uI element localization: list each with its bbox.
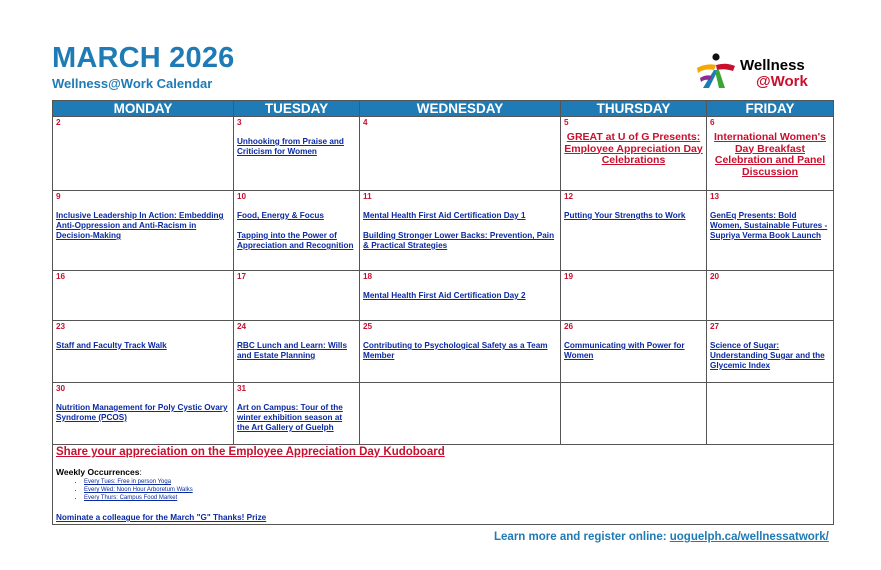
day-cell: [561, 117, 707, 191]
day-number: 6: [710, 118, 715, 127]
weekly-occurrences-colon: :: [139, 467, 142, 477]
day-cell: [234, 191, 360, 271]
day-number: 2: [56, 118, 61, 127]
day-cell: [561, 383, 707, 445]
day-cell: [234, 117, 360, 191]
day-cell: [53, 321, 234, 383]
day-cell: [360, 321, 561, 383]
day-number: 26: [564, 322, 574, 331]
day-number: 18: [363, 272, 373, 281]
weekday-header: THURSDAY: [561, 101, 707, 117]
occurrences-list: [56, 478, 830, 502]
event-link[interactable]: Tapping into the Power of Appreciation and Recognition: [237, 231, 354, 250]
event-link[interactable]: Mental Health First Aid Certification Day 1: [363, 211, 526, 220]
day-number: 30: [56, 384, 66, 393]
day-cell: [707, 321, 834, 383]
event-link[interactable]: Mental Health First Aid Certification Day 2: [363, 291, 526, 300]
day-number: 11: [363, 192, 372, 201]
event-link[interactable]: Staff and Faculty Track Walk: [56, 341, 167, 350]
weekday-header: TUESDAY: [234, 101, 360, 117]
day-cell: [53, 191, 234, 271]
event-link[interactable]: GenEq Presents: Bold Women, Sustainable Futures - Supriya Verma Book Launch: [710, 211, 828, 240]
day-cell: [707, 191, 834, 271]
occurrence-link[interactable]: Every Tues: Free in person Yoga: [84, 479, 172, 485]
page-subtitle: Wellness@Work Calendar: [52, 76, 213, 91]
event-link[interactable]: Communicating with Power for Women: [564, 341, 685, 360]
day-number: 20: [710, 272, 720, 281]
day-number: 9: [56, 192, 61, 201]
footer-row: [53, 445, 834, 525]
day-cell: [234, 321, 360, 383]
day-number: 16: [56, 272, 66, 281]
day-cell: [561, 271, 707, 321]
day-cell: [234, 271, 360, 321]
weekday-header: WEDNESDAY: [360, 101, 561, 117]
weekday-header: FRIDAY: [707, 101, 834, 117]
day-cell: [360, 117, 561, 191]
day-cell: [234, 383, 360, 445]
day-cell: [561, 191, 707, 271]
day-cell: [53, 383, 234, 445]
day-number: 24: [237, 322, 247, 331]
week-row: [53, 383, 834, 445]
weekday-header-row: [53, 101, 834, 117]
learn-more-url-link[interactable]: uoguelph.ca/wellnessatwork/: [669, 531, 829, 543]
day-number: 17: [237, 272, 247, 281]
occurrence-link[interactable]: Every Wed: Noon Hour Arboretum Walks: [84, 487, 193, 493]
list-item: [84, 486, 830, 494]
day-cell: [53, 117, 234, 191]
day-number: 25: [363, 322, 373, 331]
day-cell: [360, 191, 561, 271]
day-number: 10: [237, 192, 247, 201]
day-number: 27: [710, 322, 720, 331]
day-cell: [360, 271, 561, 321]
event-link[interactable]: Putting Your Strengths to Work: [564, 211, 686, 220]
day-number: 13: [710, 192, 720, 201]
weekly-occurrences-heading: [56, 467, 830, 477]
weekday-header: MONDAY: [53, 101, 234, 117]
event-link[interactable]: Contributing to Psychological Safety as a Team Member: [363, 341, 548, 360]
week-row: [53, 271, 834, 321]
event-link[interactable]: Inclusive Leadership In Action: Embedding Anti-Oppression and Anti-Racism in Decision-Making: [56, 211, 224, 240]
weekly-occurrences-label: Weekly Occurrences: [56, 467, 140, 477]
day-number: 4: [363, 118, 368, 127]
nominate-link[interactable]: Nominate a colleague for the March "G" Thanks! Prize: [56, 513, 267, 522]
wellness-figure-icon: [694, 52, 738, 92]
logo-at-work-text: @Work: [756, 73, 808, 90]
day-number: 5: [564, 118, 569, 127]
learn-more: [494, 531, 829, 543]
event-link[interactable]: Nutrition Management for Poly Cystic Ovary Syndrome (PCOS): [56, 403, 228, 422]
featured-event-link[interactable]: International Women's Day Breakfast Celebration and Panel Discussion: [714, 131, 826, 178]
day-cell: [707, 271, 834, 321]
event-link[interactable]: RBC Lunch and Learn: Wills and Estate Planning: [237, 341, 348, 360]
page-title: MARCH 2026: [52, 42, 235, 74]
wellness-logo: [694, 52, 834, 94]
event-link[interactable]: Art on Campus: Tour of the winter exhibition season at the Art Gallery of Guelph: [237, 403, 343, 432]
event-link[interactable]: Unhooking from Praise and Criticism for Women: [237, 137, 344, 156]
day-number: 3: [237, 118, 242, 127]
occurrence-link[interactable]: Every Thurs: Campus Food Market: [84, 495, 178, 501]
list-item: [84, 478, 830, 486]
event-link[interactable]: Science of Sugar: Understanding Sugar and the Glycemic Index: [710, 341, 825, 370]
footer-cell: [53, 445, 834, 525]
day-cell: [707, 383, 834, 445]
week-row: [53, 321, 834, 383]
featured-event-link[interactable]: GREAT at U of G Presents: Employee Appreciation Day Celebrations: [564, 131, 703, 166]
day-number: 31: [237, 384, 247, 393]
day-number: 19: [564, 272, 574, 281]
day-number: 23: [56, 322, 66, 331]
learn-more-text: Learn more and register online:: [494, 531, 667, 543]
list-item: [84, 494, 830, 502]
day-cell: [561, 321, 707, 383]
calendar-table: [52, 100, 834, 525]
event-link[interactable]: Building Stronger Lower Backs: Prevention, Pain & Practical Strategies: [363, 231, 555, 250]
logo-wellness-text: Wellness: [740, 57, 805, 74]
day-cell: [707, 117, 834, 191]
week-row: [53, 191, 834, 271]
day-cell: [53, 271, 234, 321]
kudoboard-link[interactable]: Share your appreciation on the Employee Appreciation Day Kudoboard: [56, 446, 445, 458]
week-row: [53, 117, 834, 191]
event-link[interactable]: Food, Energy & Focus: [237, 211, 324, 220]
day-number: 12: [564, 192, 574, 201]
day-cell: [360, 383, 561, 445]
